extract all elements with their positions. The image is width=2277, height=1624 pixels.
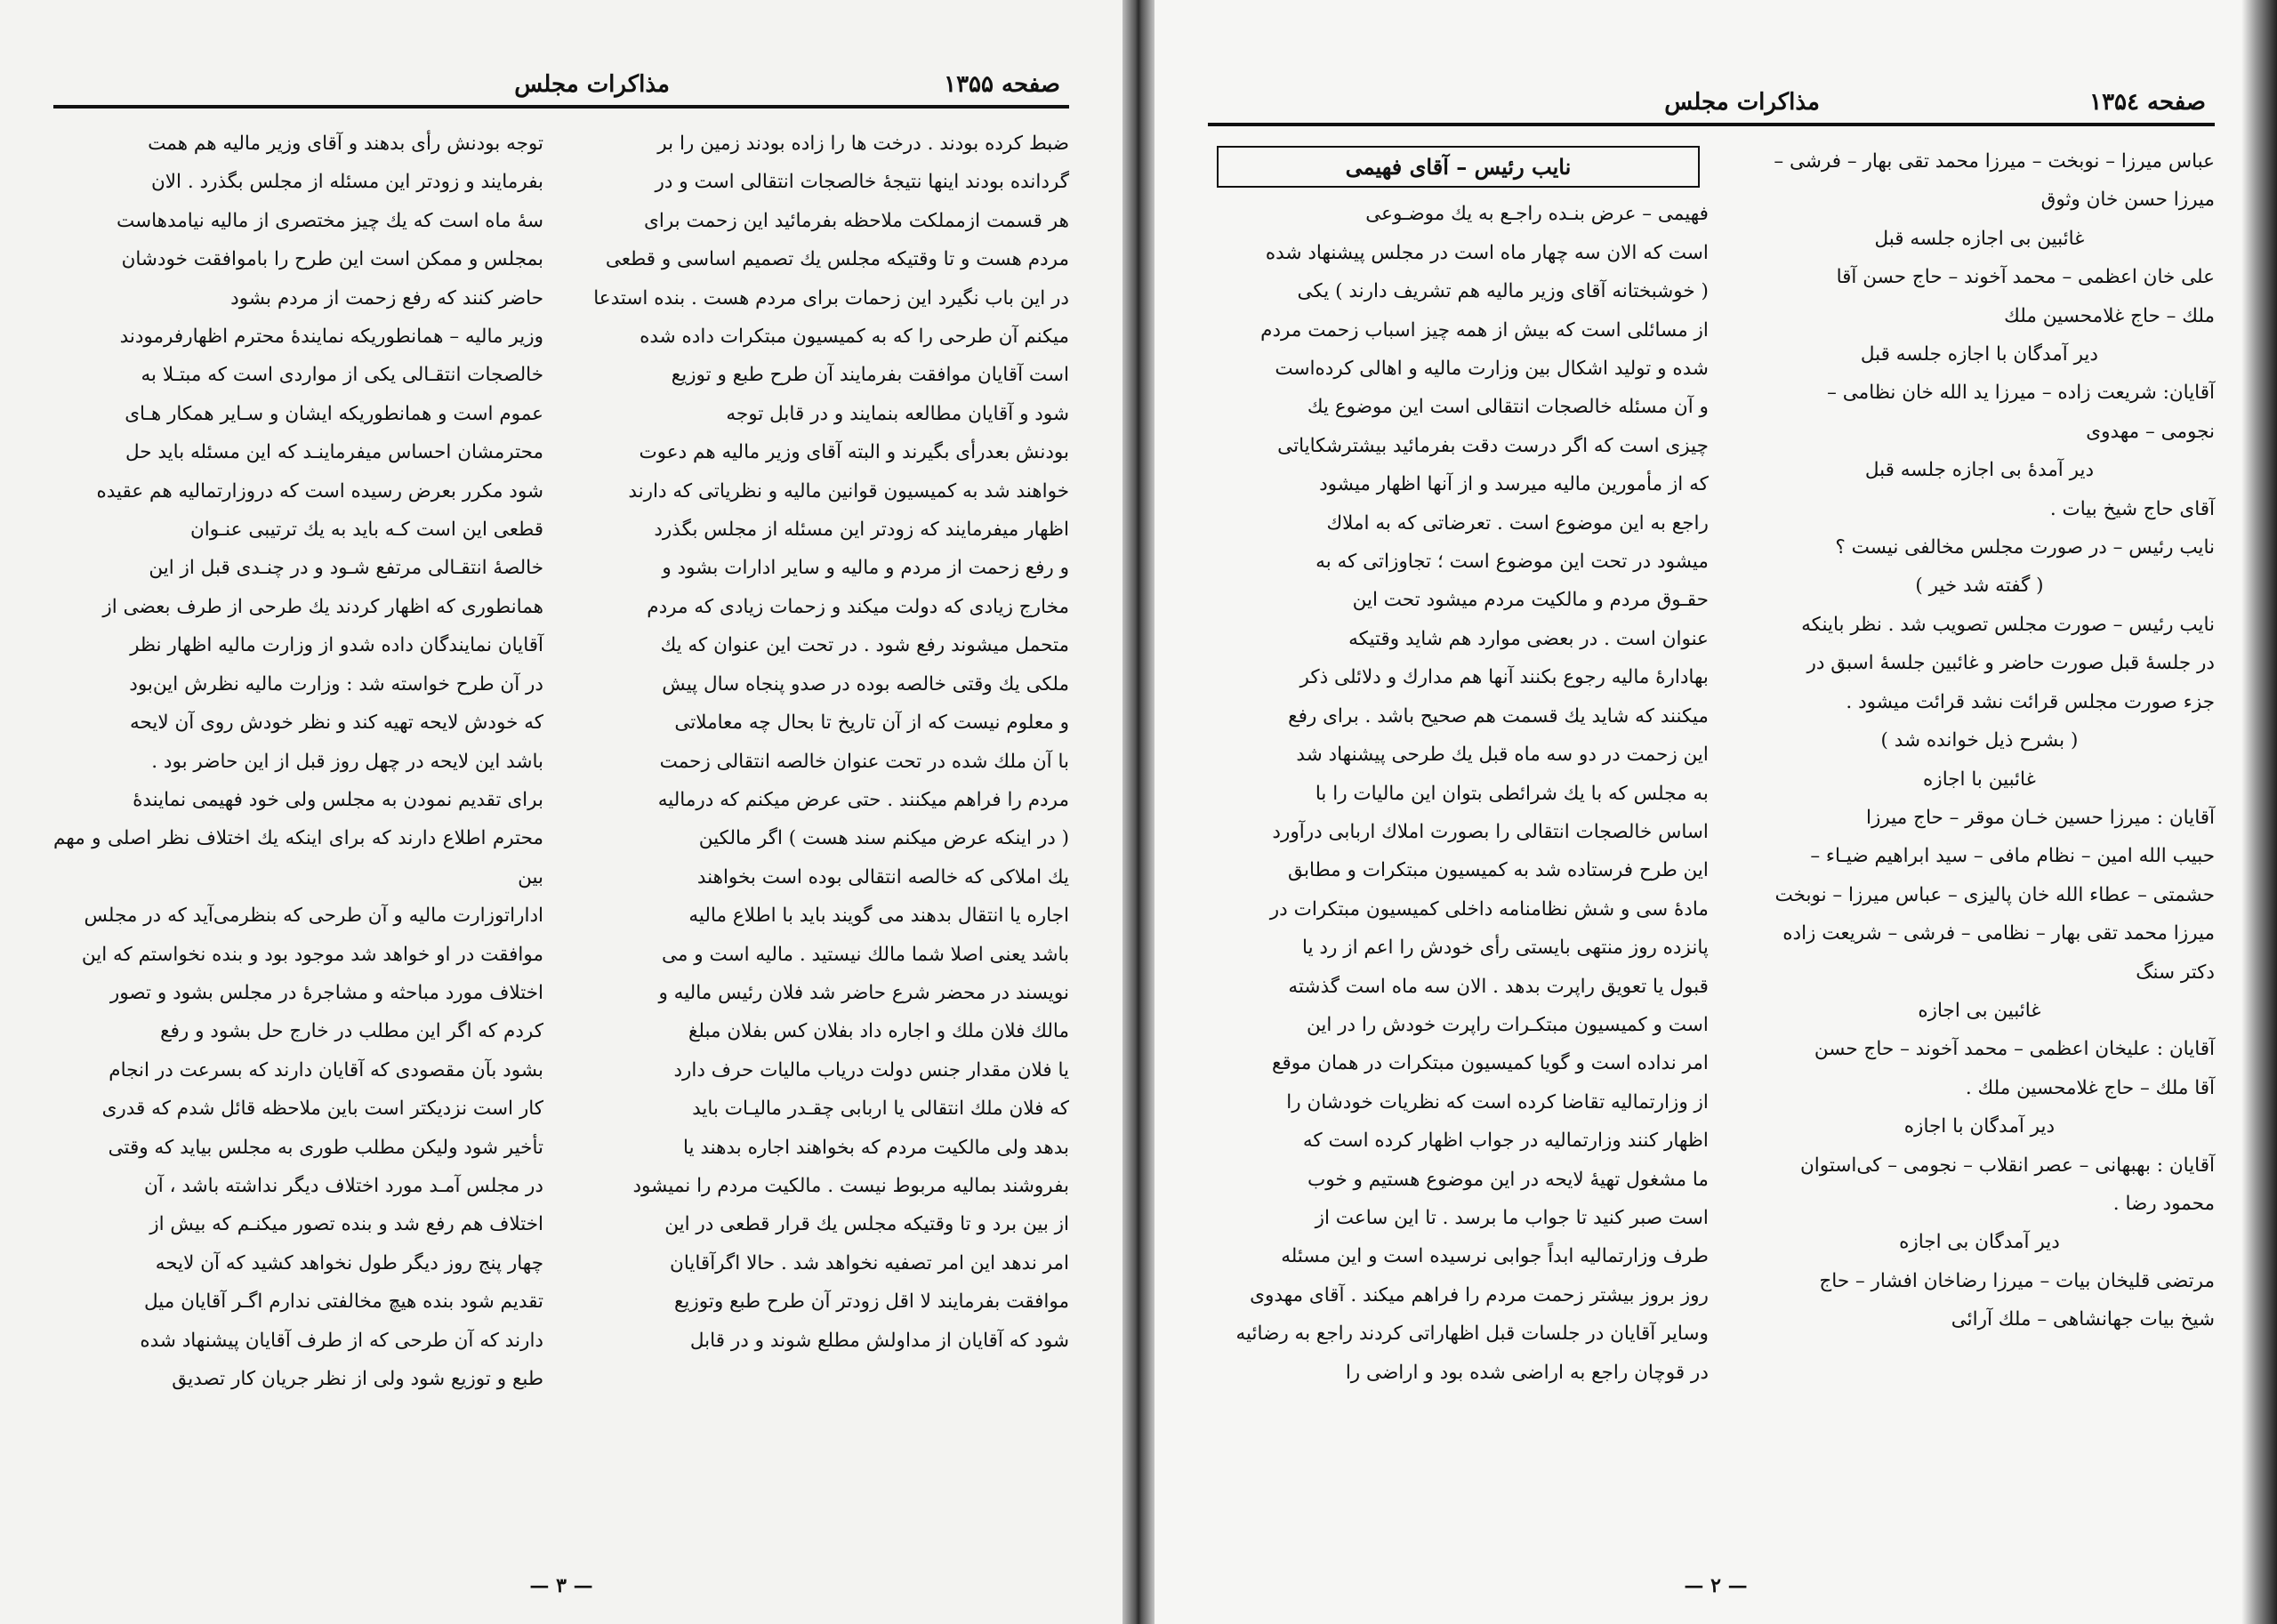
- text-line: مرتضی قلیخان بیات – میرزا رضاخان افشار – حاج: [1819, 1269, 2215, 1292]
- section-subheading: غائبین با اجازه: [1923, 768, 2036, 791]
- right-columns: [1208, 142, 2215, 1392]
- text-line: در جلسهٔ قبل صورت حاضر و غائبین جلسهٔ اسبق در: [1806, 652, 2215, 675]
- text-line: نجومی – مهدوی: [2086, 420, 2215, 443]
- text-line: طرف وزارتمالیه ابداً جوابی نرسیده است و این مسئله: [1281, 1245, 1709, 1268]
- text-line: موافقت بفرمایند لا اقل زودتر آن طرح طبع وتوزیع: [673, 1290, 1069, 1314]
- text-line: اختلاف مورد مباحثه و مشاجرهٔ در مجلس بشود و تصور: [109, 981, 543, 1004]
- text-line: است آقایان موافقت بفرمایند آن طرح طبع و توزیع: [671, 364, 1069, 387]
- section-subheading: غائبین بی اجازه جلسه قبل: [1874, 227, 2085, 250]
- text-line: نایب رئیس – در صورت مجلس مخالفی نیست ؟: [1835, 536, 2215, 559]
- text-line: شیخ بیات جهانشاهی – ملك آرائی: [1951, 1308, 2215, 1331]
- right-running-title: مذاکرات مجلس: [1664, 89, 1820, 116]
- text-line: بهادارهٔ مالیه رجوع بکنند آنها هم مدارك و دلائلی ذکر: [1299, 666, 1709, 689]
- text-line: راجع به این موضوع است . تعرضاتی که به املاك: [1326, 511, 1709, 535]
- text-line: به مجلس که با یك شرائطی بتوان این مالیات را با: [1315, 782, 1709, 805]
- text-line: هر قسمت ازمملکت ملاحظه بفرمائید این زحمت برای: [644, 209, 1069, 232]
- text-line: برای تقدیم نمودن به مجلس ولی خود فهیمی نمایندهٔ: [133, 788, 543, 811]
- text-line: از بین برد و تا وقتیکه مجلس یك قرار قطعی در این: [664, 1213, 1069, 1236]
- section-subheading: ( بشرح ذیل خوانده شد ): [1880, 729, 2079, 752]
- text-line: مالك فلان ملك و اجاره داد بفلان کس بفلان مبلغ: [688, 1020, 1069, 1043]
- text-line: که خودش لایحه تهیه کند و نظر خودش روی آن لایحه: [130, 712, 543, 735]
- text-line: شود مکرر بعرض رسیده است که دروزارتمالیه هم عقیده: [96, 479, 543, 502]
- text-line: حبیب الله امین – نظام مافی – سید ابراهیم ضیـاء –: [1810, 845, 2215, 868]
- text-line: آقا ملك – حاج غلامحسین ملك .: [1965, 1076, 2215, 1099]
- text-line: است و کمیسیون مبتکـرات راپرت خودش را در این: [1306, 1013, 1709, 1036]
- text-line: آقایان: شریعت زاده – میرزا ید الله خان نظامی –: [1827, 382, 2215, 405]
- text-line: مردم هست و تا وقتیکه مجلس یك تصمیم اساسی و قطعی: [605, 248, 1069, 271]
- text-line: دکتر سنگ: [2136, 961, 2215, 984]
- text-line: روز بروز بیشتر زحمت مردم را فراهم میکند . آقای مهدوی: [1250, 1283, 1709, 1306]
- text-line: بشود بآن مقصودی که آقایان دارند که بسرعت در انجام: [109, 1058, 543, 1081]
- text-line: یك املاکی که خالصه انتقالی بوده است بخواهند: [696, 865, 1069, 888]
- text-line: حاضر کنند که رفع زحمت از مردم بشود: [230, 286, 543, 310]
- text-line: همانطوری که اظهار کردند یك طرحی از طرف بعضی از: [102, 595, 543, 618]
- text-line: توجه بودنش رأی بدهند و آقای وزیر مالیه هم همت: [148, 133, 543, 155]
- text-line: که از مأمورین مالیه میرسد و از آنها اظهار میشود: [1319, 473, 1709, 496]
- text-line: چهار پنج روز دیگر طول نخواهد کشید که آن لایحه: [155, 1251, 543, 1274]
- text-line: اختلاف هم رفع شد و بنده تصور میکنـم که بیش از: [149, 1213, 543, 1236]
- text-line: نویسند در محضر شرع حاضر شد فلان رئیس مالیه و: [658, 981, 1069, 1004]
- right-page: [1155, 0, 2277, 1624]
- left-page-right-column: [579, 125, 1069, 1398]
- text-line: شود که آقایان از مداولش مطلع شوند و در قابل: [689, 1329, 1069, 1352]
- text-line: ( در اینکه عرض میکنم سند هست ) اگر مالکین: [698, 827, 1069, 850]
- left-columns: [53, 125, 1069, 1398]
- text-line: مادهٔ سی و شش نظامنامه داخلی کمیسیون مبتکرات در: [1269, 897, 1709, 921]
- text-line: باشد یعنی اصلا شما مالك نیستید . مالیه است و می: [661, 943, 1069, 966]
- text-line: مخارج زیادی که دولت میکند و زحمات زیادی که مردم: [647, 595, 1069, 618]
- text-line: بودنش بعدرأی بگیرند و البته آقای وزیر مالیه هم دعوت: [639, 441, 1069, 464]
- text-line: قبول یا تعویق راپرت بدهد . الان سه ماه است گذشته: [1288, 975, 1709, 998]
- text-line: پانزده روز منتهی بایستی رأی خودش را اعم از رد یا: [1302, 937, 1709, 960]
- text-line: این طرح فرستاده شد به کمیسیون مبتکرات و مطابق: [1288, 859, 1709, 882]
- right-page-number: صفحه ۱۳۵٤: [2089, 89, 2206, 116]
- text-line: این زحمت در دو سه ماه قبل یك طرحی پیشنهاد شد: [1296, 744, 1709, 767]
- left-running-title: مذاکرات مجلس: [514, 71, 670, 98]
- text-line: خالصجات انتقـالی یکی از مواردی است که مبتـلا به: [141, 364, 543, 387]
- text-line: از مسائلی است که بیش از همه چیز اسباب زحمت مردم: [1260, 318, 1709, 342]
- text-line: نایب رئیس – صورت مجلس تصویب شد . نظر باینکه: [1801, 613, 2215, 636]
- text-line: وزیر مالیه – همانطوریکه نمایندهٔ محترم اظهارفرمودند: [119, 326, 543, 349]
- text-line: محمود رضا .: [2112, 1192, 2215, 1215]
- text-line: موافقت در او خواهد شد موجود بود و بنده نخواستم که این: [81, 943, 543, 966]
- right-running-head: [1208, 89, 2215, 126]
- text-line: کار است نزدیکتر است باین ملاحظه قائل شدم که قدری: [101, 1097, 543, 1121]
- text-line: متحمل میشوند رفع شود . در تحت این عنوان که یك: [660, 634, 1069, 657]
- text-line: ضبط کرده بودند . درخت ها را زاده بودند زمین را بر: [657, 133, 1069, 155]
- text-line: بفروشند بمالیه مربوط نیست . مالکیت مردم را نمیشود: [632, 1174, 1069, 1197]
- text-line: آقایان نمایندگان داده شدو از وزارت مالیه اظهار نظر: [130, 634, 543, 657]
- text-line: امر ندهد این امر تصفیه نخواهد شد . حالا اگرآقایان: [670, 1251, 1069, 1274]
- text-line: تقدیم شود بنده هیچ مخالفتی ندارم اگـر آقایان میل: [143, 1290, 543, 1314]
- text-line: و آن مسئله خالصجات انتقالی است این موضوع یك: [1307, 396, 1709, 419]
- binding-gutter: [1122, 0, 1155, 1624]
- text-line: است که الان سه چهار ماه است در مجلس پیشنهاد شده: [1265, 241, 1709, 264]
- text-line: آقای حاج شیخ بیات .: [2049, 497, 2215, 520]
- left-page: [0, 0, 1122, 1624]
- text-line: اداراتوزارت مالیه و آن طرحی که بنظرمی‌آید که در مجلس: [84, 904, 543, 928]
- text-line: میکنم آن طرحی را که به کمیسیون مبتکرات داده شده: [640, 326, 1069, 349]
- text-line: علی خان اعظمی – محمد آخوند – حاج حسن آقا: [1836, 266, 2215, 289]
- text-line: چیزی است که اگر درست دقت بفرمائید بیشترشکایاتی: [1277, 434, 1709, 457]
- right-folio: — ۲ —: [1684, 1574, 1748, 1597]
- text-line: بفرمایند و زودتر این مسئله از مجلس بگذرد . الان: [150, 171, 543, 194]
- text-line: حشمتی – عطاء الله خان پالیزی – عباس میرزا – نوبخت: [1774, 883, 2215, 906]
- text-line: میکنند که شاید یك قسمت هم صحیح باشد . برای رفع: [1288, 704, 1709, 728]
- right-page-left-column: [1208, 142, 1709, 1392]
- text-line: در این باب نگیرد این زحمات برای مردم هست . بنده استدعا: [593, 286, 1069, 310]
- text-line: ملکی یك وقتی خالصه بوده در صدو پنجاه سال پیش: [662, 672, 1069, 695]
- right-page-right-column: [1744, 142, 2215, 1392]
- text-line: که فلان ملك انتقالی یا اربابی چقـدر مالیـات باید: [692, 1097, 1069, 1121]
- text-line: میشود در تحت این موضوع است ؛ تجاوزاتی که به: [1316, 551, 1709, 574]
- section-subheading: ( گفته شد خیر ): [1915, 575, 2044, 598]
- text-line: و رفع زحمت از مردم و مالیه و سایر ادارات بشود و: [662, 557, 1069, 580]
- text-line: بمجلس و ممکن است این طرح را باموافقت خودشان: [121, 248, 543, 271]
- text-line: تأخیر شود ولیکن مطلب طوری به مجلس بیاید که وقتی: [108, 1136, 543, 1159]
- section-subheading: دیر آمدگان بی اجازه: [1899, 1231, 2060, 1254]
- text-line: آقایان : بهبهانی – عصر انقلاب – نجومی – کی‌استوان: [1799, 1154, 2215, 1177]
- text-line: از وزارتمالیه تقاضا کرده است که نظریات خودشان را: [1286, 1090, 1709, 1113]
- text-line: اظهار میفرمایند که زودتر این مسئله از مجلس بگذرد: [654, 519, 1069, 542]
- text-line: قطعی این است کـه باید به یك ترتیبی عنـوان: [190, 519, 543, 542]
- left-running-head: [53, 71, 1069, 109]
- section-subheading: دیر آمدگان با اجازه جلسه قبل: [1860, 343, 2098, 366]
- text-line: در آن طرح خواسته شد : وزارت مالیه نظرش این‌بود: [129, 672, 543, 695]
- text-line: عنوان است . در بعضی موارد هم شاید وقتیکه: [1348, 627, 1709, 650]
- text-line: اساس خالصجات انتقالی را بصورت املاك اربابی درآورد: [1272, 820, 1709, 843]
- text-line: یا فلان مقدار جنس دولت دریاب مالیات حرف دارد: [673, 1058, 1069, 1081]
- text-line: با آن ملك شده در تحت عنوان خالصه انتقالی زحمت: [659, 750, 1069, 773]
- text-line: در مجلس آمـد مورد اختلاف دیگر نداشته باشد ، آن: [143, 1174, 543, 1197]
- text-line: ( خوشبختانه آقای وزیر مالیه هم تشریف دارند ) یکی: [1297, 280, 1709, 303]
- text-line: آقایان : علیخان اعظمی – محمد آخوند – حاج حسن: [1814, 1038, 2215, 1061]
- text-line: میرزا محمد تقی بهار – نظامی – فرشی – شریعت زاده: [1782, 922, 2215, 945]
- left-folio: — ۳ —: [529, 1574, 593, 1597]
- text-line: امر نداده است و گویا کمیسیون مبتکرات در همان موقع: [1272, 1052, 1709, 1075]
- text-line: وسایر آقایان در جلسات قبل اظهاراتی کردند راجع به رضائیه: [1235, 1323, 1709, 1346]
- speaker-heading: نایب رئیس – آقای فهیمی: [1217, 146, 1700, 188]
- text-line: گردانده بودند اینها نتیجهٔ خالصجات انتقالی است و در: [655, 171, 1069, 194]
- text-line: ما مشغول تهیهٔ لایحه در این موضوع هستیم و خوب: [1307, 1168, 1709, 1191]
- text-line: شده و تولید اشکال بین وزارت مالیه و اهالی کرده‌است: [1275, 358, 1709, 381]
- text-line: محترم اطلاع دارند که برای اینکه یك اختلاف نظر اصلی و مهم بین: [53, 827, 543, 888]
- text-line: جزء صورت مجلس قرائت نشد قرائت میشود .: [1846, 690, 2215, 713]
- text-line: میرزا حسن خان وثوق: [2040, 189, 2215, 212]
- section-subheading: غائبین بی اجازه: [1918, 999, 2041, 1022]
- text-line: بدهد ولی مالکیت مردم که بخواهند اجاره بدهند یا: [683, 1136, 1069, 1159]
- text-line: خالصهٔ انتقـالی مرتفع شـود و در چنـدی قبل از این: [149, 557, 543, 580]
- text-line: دارند که آن طرحی که از طرف آقایان پیشنهاد شده: [140, 1329, 543, 1352]
- text-line: اجاره یا انتقال بدهند می گویند باید با اطلاع مالیه: [688, 904, 1069, 928]
- text-line: و معلوم نیست که از آن تاریخ تا بحال چه معاملاتی: [674, 712, 1069, 735]
- text-line: مردم را فراهم میکنند . حتی عرض میکنم که درمالیه: [657, 788, 1069, 811]
- left-page-number: صفحه ۱۳۵۵: [944, 71, 1060, 98]
- text-line: محترمشان احساس میفرماینـد که این مسئله باید حل: [125, 441, 543, 464]
- text-line: در قوچان راجع به اراضی شده بود و اراضی را: [1345, 1361, 1709, 1384]
- text-line: حقـوق مردم و مالکیت مردم میشود تحت این: [1352, 589, 1709, 612]
- text-line: عموم است و همانطوریکه ایشان و سـایر همکار هـای: [125, 402, 543, 425]
- section-subheading: دیر آمدهٔ بی اجازه جلسه قبل: [1864, 459, 2095, 482]
- section-subheading: دیر آمدگان با اجازه: [1903, 1115, 2056, 1138]
- text-line: خواهند شد به کمیسیون قوانین مالیه و نظریاتی که دارند: [628, 479, 1069, 502]
- text-line: باشد این لایحه در چهل روز قبل از این حاضر بود .: [151, 750, 543, 773]
- page-edge-shadow: [2241, 0, 2277, 1624]
- text-line: آقایان : میرزا حسین خـان موقر – حاج میرزا: [1866, 806, 2215, 829]
- text-line: اظهار کنند وزارتمالیه در جواب اظهار کرده است که: [1302, 1130, 1709, 1153]
- text-line: سهٔ ماه است که یك چیز مختصری از مالیه نیامدهاست: [116, 209, 543, 232]
- text-line: طبع و توزیع شود ولی از نظر جریان کار تصدیق: [172, 1368, 543, 1390]
- text-line: عباس میرزا – نوبخت – میرزا محمد تقی بهار – فرشی –: [1774, 150, 2215, 173]
- left-page-left-column: [53, 125, 543, 1398]
- text-line: ملك – حاج غلامحسین ملك: [2004, 304, 2215, 327]
- text-line: کردم که اگر این مطلب در خارج حل بشود و رفع: [160, 1020, 543, 1043]
- text-line: است صبر کنید تا جواب ما برسد . تا این ساعت از: [1315, 1206, 1709, 1229]
- text-line: شود و آقایان مطالعه بنمایند و در قابل توجه: [726, 402, 1069, 425]
- text-line: فهیمی – عرض بنـده راجـع به یك موضـوعی: [1365, 203, 1709, 226]
